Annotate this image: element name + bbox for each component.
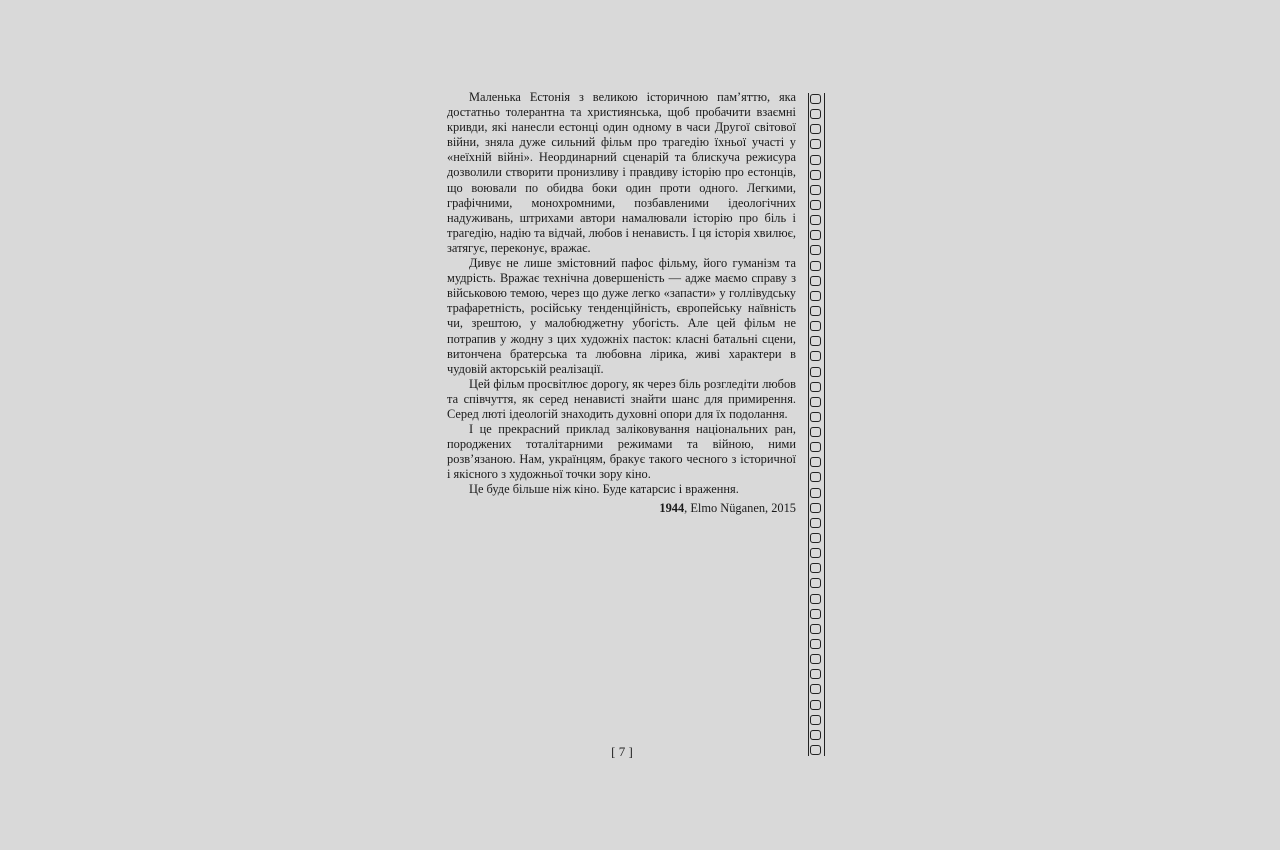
film-perforation xyxy=(810,230,821,240)
film-perforation xyxy=(810,730,821,740)
film-perforation xyxy=(810,578,821,588)
film-credits: , Elmo Nüganen, 2015 xyxy=(684,500,796,515)
film-perforation xyxy=(810,427,821,437)
film-perforation xyxy=(810,382,821,392)
page-number: [ 7 ] xyxy=(611,744,633,759)
film-perforation xyxy=(810,336,821,346)
film-perforation xyxy=(810,700,821,710)
film-perforation xyxy=(810,170,821,180)
film-perforation xyxy=(810,321,821,331)
film-perforation xyxy=(810,639,821,649)
film-perforation xyxy=(810,684,821,694)
film-perforation xyxy=(810,745,821,755)
film-signature xyxy=(447,501,796,516)
paragraph-2: Дивує не лише змістовний пафос фільму, його гуманізм та мудрість. Вражає технічна довершеність — адже маємо справу з військовою темою, через що дуже легко «запасти» у голлівудську трафаретність, російську тенденційність, європейську наївність чи, зрештою, у малобюджетну убогість. Але цей фільм не потрапив у жодну з цих художніх пасток: класні батальні сцени, витончена братерська та любовна лірика, живі характери в чудовій акторській реалізації. xyxy=(447,256,796,376)
film-perforation xyxy=(810,139,821,149)
film-perforation xyxy=(810,609,821,619)
film-perforation xyxy=(810,533,821,543)
film-perforation xyxy=(810,124,821,134)
film-perforation xyxy=(810,457,821,467)
film-perforation xyxy=(810,594,821,604)
film-perforation xyxy=(810,306,821,316)
document-page xyxy=(447,90,796,516)
film-title: 1944 xyxy=(659,500,685,515)
film-perforation xyxy=(810,442,821,452)
film-perforation xyxy=(810,245,821,255)
film-perforation xyxy=(810,488,821,498)
film-perforation xyxy=(810,563,821,573)
film-perforation xyxy=(810,624,821,634)
film-perforation xyxy=(810,472,821,482)
film-perforation xyxy=(810,109,821,119)
film-perforation xyxy=(810,261,821,271)
article-body xyxy=(447,90,796,498)
film-perforation xyxy=(810,367,821,377)
film-perforation xyxy=(810,503,821,513)
film-perforation xyxy=(810,669,821,679)
film-perforation xyxy=(810,518,821,528)
film-strip-icon xyxy=(808,93,825,756)
paragraph-5: Це буде більше ніж кіно. Буде катарсис і враження. xyxy=(469,482,739,497)
paragraph-3: Цей фільм просвітлює дорогу, як через біль розгледіти любов та співчуття, як серед ненависті знайти шанс для примирення. Серед люті ідеологій знаходить духовні опори для їх подолання. xyxy=(447,376,796,421)
film-perforation xyxy=(810,548,821,558)
film-perforation xyxy=(810,291,821,301)
film-perforation xyxy=(810,397,821,407)
film-perforation xyxy=(810,94,821,104)
film-perforation xyxy=(810,715,821,725)
film-perforation xyxy=(810,200,821,210)
film-perforation xyxy=(810,185,821,195)
paragraph-1: Маленька Естонія з великою історичною пам’яттю, яка достатньо толерантна та християнська, щоб пробачити взаємні кривди, які нанесли естонці один одному в часи Другої світової війни, зняла дуже сильний фільм про трагедію їхньої участі у «неїхній війні». Неординарний сценарій та блискуча режисура дозволили створити пронизливу і правдиву історію про естонців, що воювали по обидва боки один проти одного. Легкими, графічними, монохромними, позбавленими ідеологічних надуживань, штрихами автори намалювали історію про біль і трагедію, надію та відчай, любов і ненависть. І ця історія хвилює, затягує, переконує, вражає. xyxy=(447,90,796,255)
film-perforation xyxy=(810,215,821,225)
film-perforation xyxy=(810,412,821,422)
film-perforation xyxy=(810,276,821,286)
film-perforation xyxy=(810,654,821,664)
film-perforation xyxy=(810,351,821,361)
paragraph-4: І це прекрасний приклад заліковування національних ран, породжених тоталітарними режимами та війною, ними розв’язаною. Нам, українцям, бракує такого чесного з історичної і якісного з художньої точки зору кіно. xyxy=(447,422,796,482)
film-perforation xyxy=(810,155,821,165)
